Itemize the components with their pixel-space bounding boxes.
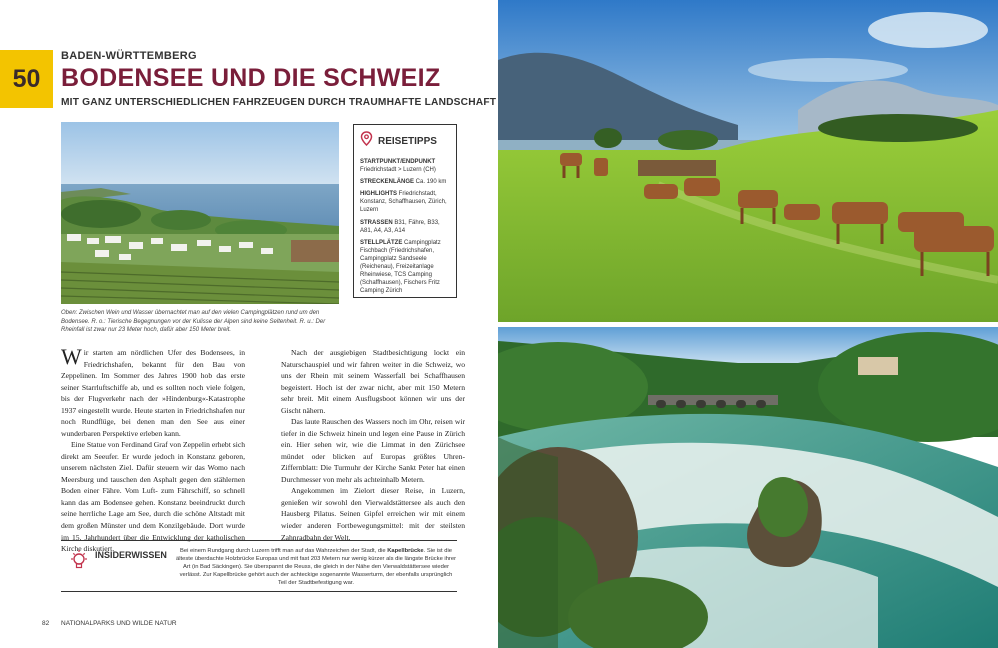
tip-start-end: STARTPUNKT/ENDPUNKT Friedrichstadt > Luzern (CH) <box>360 159 436 174</box>
body-column-2 <box>281 347 465 543</box>
lakeside-campsite-photo <box>61 122 339 304</box>
body-column-1 <box>61 344 245 555</box>
tip-highlights: HIGHLIGHTS Friedrichstadt, Konstanz, Schaffhausen, Zürich, Luzern <box>360 191 447 214</box>
tip-roads: STRASSEN B31, Fähre, B33, A81, A4, A3, A14 <box>360 219 440 234</box>
page-subtitle: MIT GANZ UNTERSCHIEDLICHEN FAHRZEUGEN DURCH TRAUMHAFTE LANDSCHAFT <box>61 97 497 108</box>
insider-label: INSIDERWISSEN <box>95 550 167 560</box>
right-page <box>498 0 998 648</box>
body-paragraph: Angekommen im Zielort dieser Reise, in Luzern, genießen wir sowohl den Vierwaldstättersee als auch den Hausberg Pilatus. Seinen Gipfel erreichen wir mit einem wieder anderen Fortbewegungsmittel: mit der steilsten Zahnradbahn der Welt. <box>281 486 465 542</box>
tip-campsites: STELLPLÄTZE Campingplatz Fischbach (Friedrichshafen, Campingplatz Sandseele (Reichenau), Freizeitanlage Rheinwiese, TCS Camping (Schaffhausen), Fischers Fritz Camping Zürich <box>360 239 441 295</box>
tip-distance: STRECKENLÄNGE Ca. 190 km <box>360 179 447 186</box>
lightbulb-icon <box>69 549 89 576</box>
chapter-number-box <box>0 50 53 108</box>
body-paragraph: Wir starten am nördlichen Ufer des Bodensees, in Friedrichshafen, bekannt für den Bau von Zeppelinen. Im Sommer des Jahres 1900 hob das erste seiner Starrluftschiffe ab, und es sollten noch viele folgen, bis der Flugverkehr nach der »Hindenburg«-Katastrophe 1937 eingestellt wurde. Heute starten in Friedrichshafen nur noch Rundflüge, bei denen man den See aus einer wunderbaren Perspektive erleben kann. <box>61 344 245 438</box>
chapter-number: 50 <box>12 64 41 93</box>
tips-title: REISETIPPS <box>378 135 437 147</box>
body-paragraph: Das laute Rauschen des Wassers noch im Ohr, reisen wir tiefer in die Schweiz hinein und legen eine Pause in Zürich ein. Hier sehen wir, wie die Limmat in den Zürichsee mündet oder blicken auf Europas größtes Uhren-Ziffernblatt: Die Turmuhr der Kirche Sankt Peter hat einen Durchmesser von mehr als achteinhalb Metern. <box>281 417 465 484</box>
photo-caption: Oben: Zwischen Wein und Wasser übernachtet man auf den vielen Campingplätzen rund um den Bodensee. R. o.: Tierische Begegnungen vor der Kulisse der Alpen sind keine Seltenheit. R. u.: Der Rheinfall ist zwar nur 23 Meter hoch, dafür aber 150 Meter breit. <box>61 310 326 334</box>
map-pin-icon <box>360 131 373 151</box>
alpine-cows-photo <box>498 0 998 322</box>
drop-cap: W <box>61 344 82 369</box>
body-paragraph: Eine Statue von Ferdinand Graf von Zeppelin erhebt sich direkt am Seeufer. Er wurde jedoch in Konstanz geboren, unserem nächsten Ziel. Dafür steuern wir das Womo nach Meersburg und tauschen den Asphalt gegen den stählernen Boden einer Fähre. Vom Luft- zum Fährschiff, so schnell kann das am Bodensee gehen. Konstanz beeindruckt durch seine herrliche Lage am See, durch die schöne Altstadt mit dem großen Münster und dem Konzilgebäude. Dort wurde im 15. Jahrhundert über die Entwicklung der katholischen Kirche diskutiert. <box>61 440 245 554</box>
rhine-falls-photo <box>498 327 998 648</box>
region-label: BADEN-WÜRTTEMBERG <box>61 50 197 62</box>
travel-tips-box <box>353 124 457 298</box>
insider-knowledge-box <box>61 540 457 592</box>
insider-text: Bei einem Rundgang durch Luzern trifft man auf das Wahrzeichen der Stadt, die Kapellbrücke. Sie ist die älteste überdachte Holzbrücke Europas und mit fast 203 Metern nur wenig kürzer als die längste Brücke ihrer Art (in Bad Säckingen). Sie überspannt die Reuss, die gleich in der Nähe den Vierwaldstättersee wieder verlässt. Zur Kapellbrücke gehört auch der achteckige sogenannte Wasserturm, der ebenfalls ursprünglich Teil der Stadtbefestigung war. <box>176 548 457 587</box>
section-name: NATIONALPARKS UND WILDE NATUR <box>61 620 177 627</box>
page-number: 82 <box>42 620 50 627</box>
left-page <box>0 0 498 648</box>
body-paragraph: Nach der ausgiebigen Stadtbesichtigung lockt ein Naturschauspiel und wir fahren weiter in die Schweiz, wo uns der Rhein mit seinem Wasserfall bei Schaffhausen begeistert. Hoch ist der zwar nicht, aber mit 150 Metern sehr breit. Mit einem Ausflugsboot können wir uns der Gischt nähern. <box>281 348 465 415</box>
page-title: BODENSEE UND DIE SCHWEIZ <box>61 64 441 92</box>
page-footer <box>42 620 187 627</box>
